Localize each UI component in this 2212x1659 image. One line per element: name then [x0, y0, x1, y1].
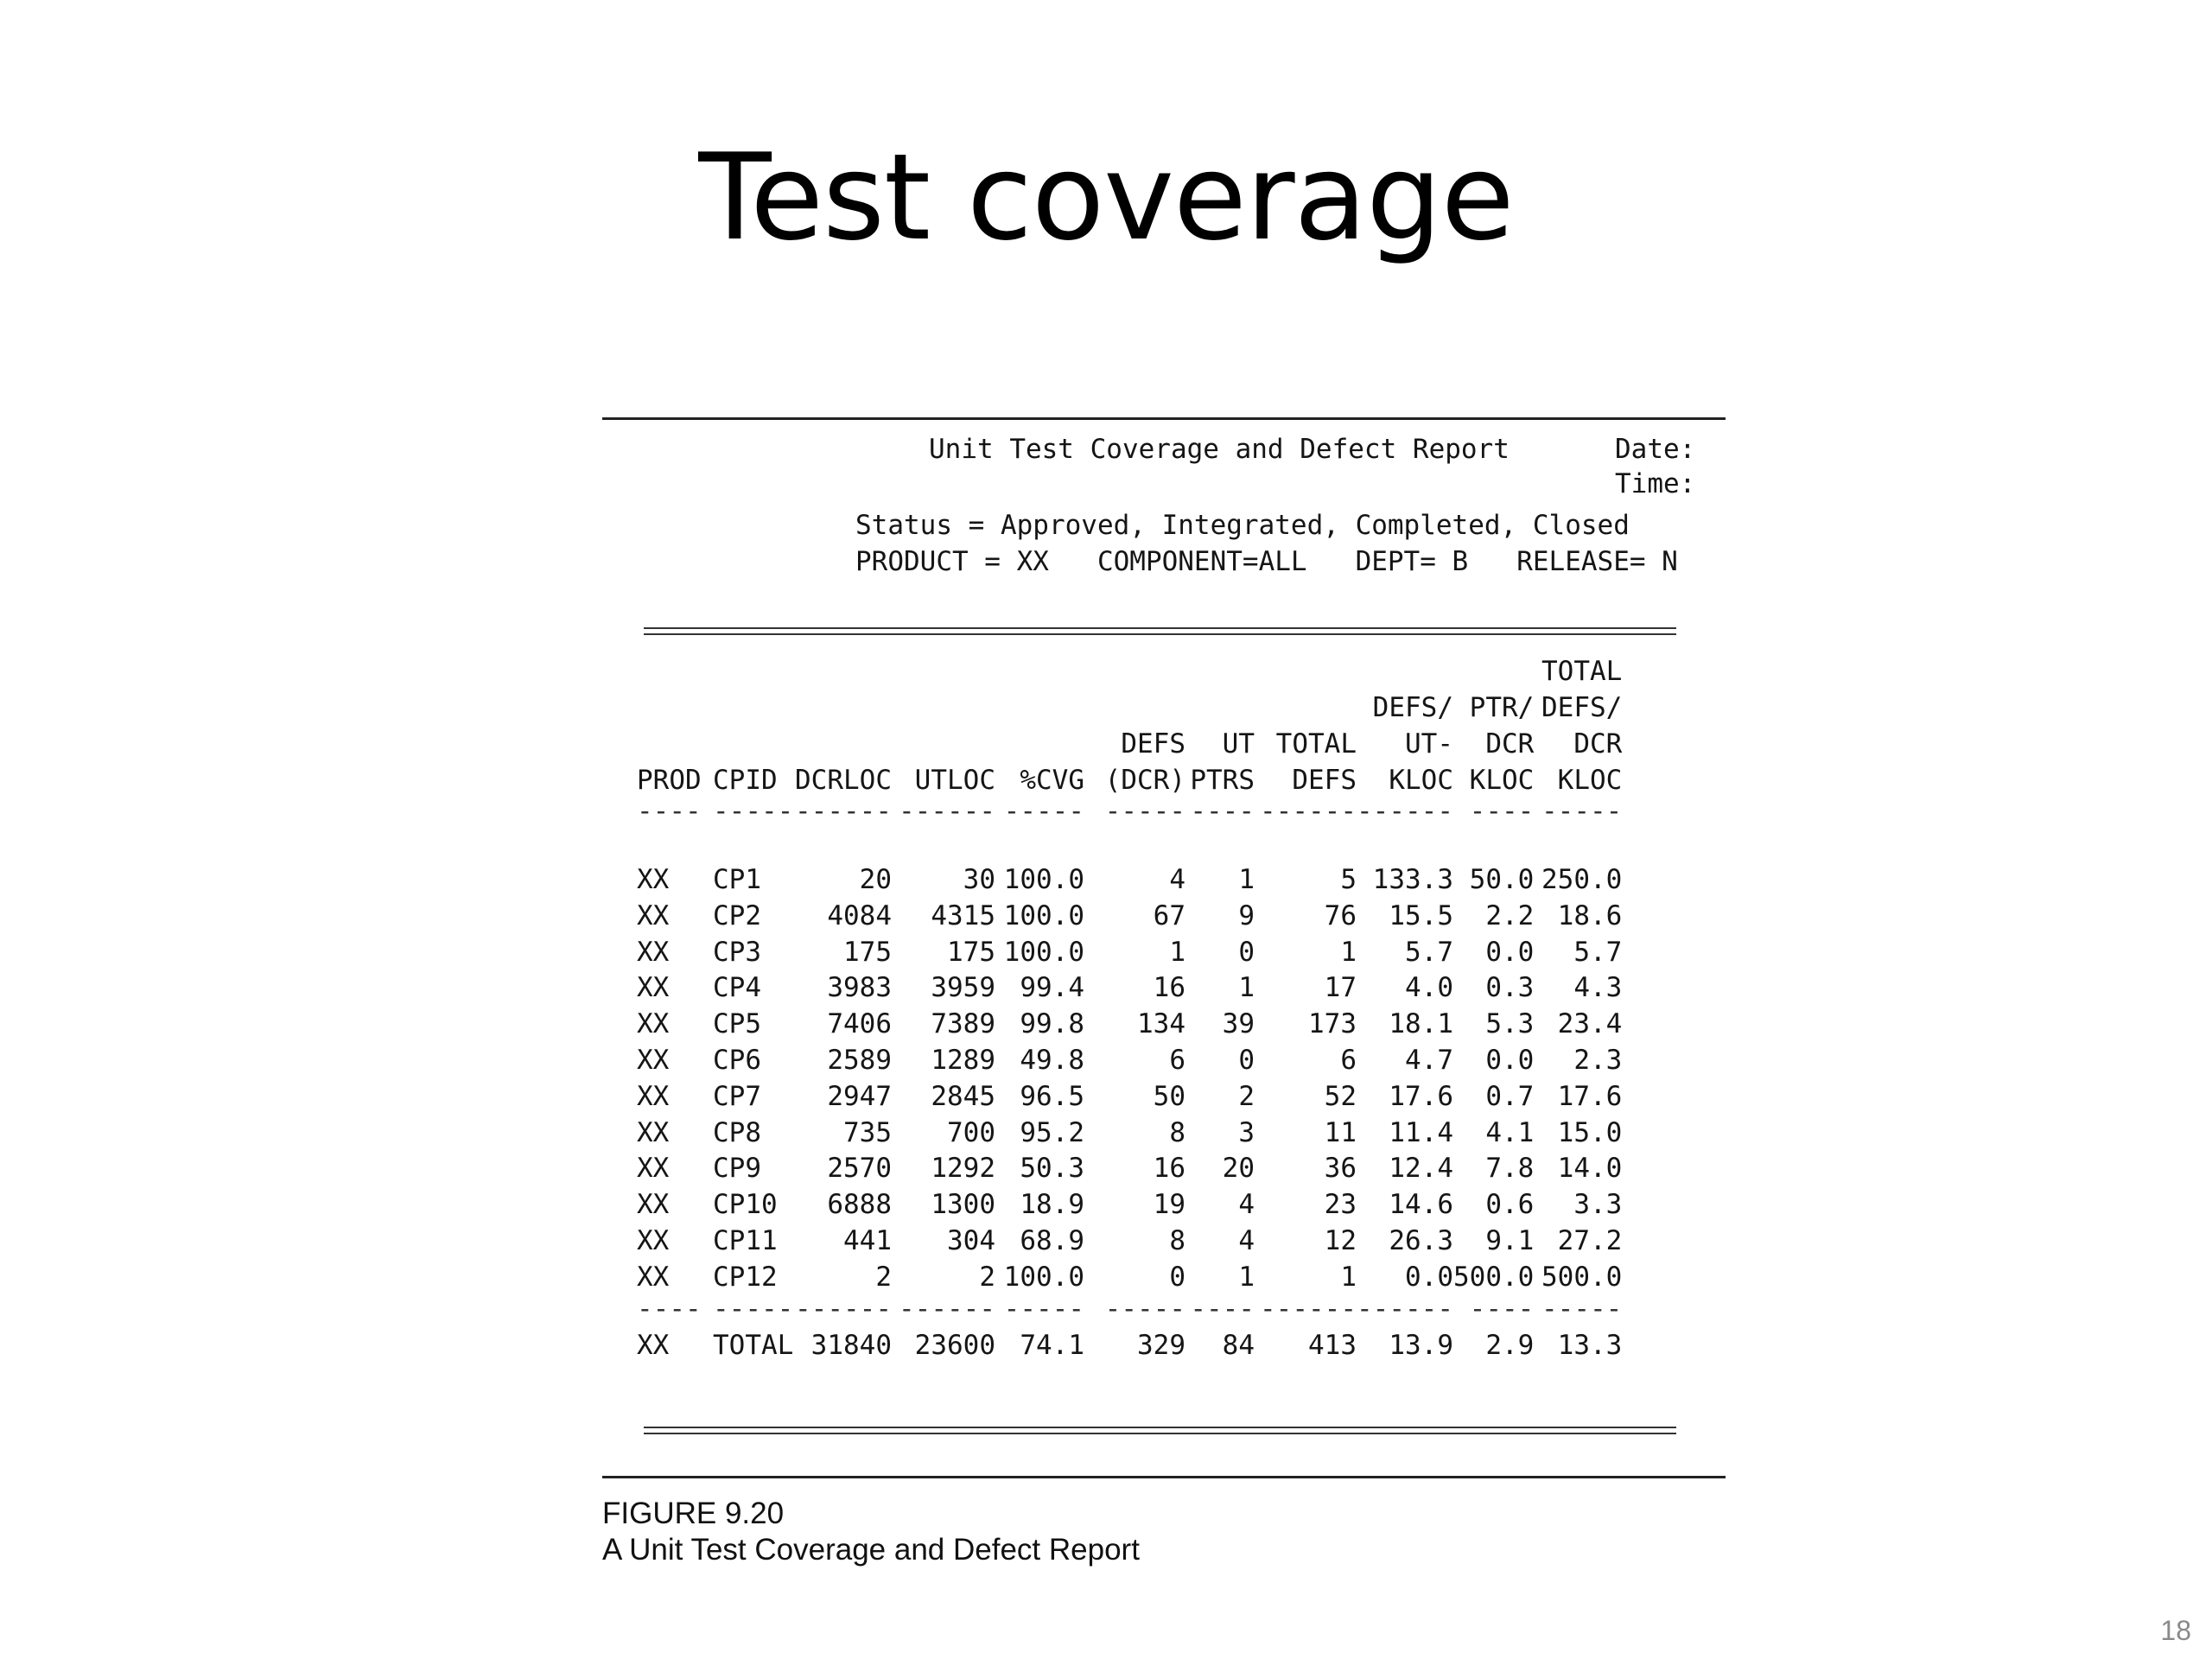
table-cell: XX: [637, 1224, 670, 1256]
date-label: Date:: [1615, 434, 1696, 465]
table-cell: XX: [637, 936, 670, 968]
table-cell: 1: [1340, 936, 1357, 968]
dash-cell: -----: [713, 796, 794, 827]
table-cell: 0.0: [1485, 936, 1535, 968]
dash-cell: ----: [1469, 796, 1535, 827]
total-cell: XX: [637, 1329, 670, 1361]
dash-cell: ------: [1357, 796, 1453, 827]
table-cell: 99.4: [1020, 972, 1084, 1004]
table-cell: XX: [637, 864, 670, 895]
header-defs-ut-kloc: DEFS/ UT- KLOC: [1372, 692, 1453, 796]
table-cell: XX: [637, 899, 670, 931]
table-cell: 173: [1308, 1008, 1357, 1040]
table-cell: 50: [1153, 1080, 1185, 1112]
table-cell: 0: [1169, 1261, 1185, 1293]
figure-caption: A Unit Test Coverage and Defect Report: [602, 1533, 1140, 1567]
figure-label: FIGURE 9.20: [602, 1497, 785, 1530]
table-cell: 39: [1222, 1008, 1255, 1040]
dash-cell: ------: [899, 796, 995, 827]
header-ptr-dcr-kloc: PTR/ DCR KLOC: [1469, 692, 1535, 796]
double-rule-top: [644, 627, 1676, 635]
table-cell: 0.0: [1405, 1261, 1453, 1293]
table-cell: 18.6: [1557, 899, 1623, 931]
table-cell: 4: [1238, 1189, 1255, 1221]
dash-cell: -----: [1003, 1293, 1084, 1325]
report-body: [637, 798, 1622, 1369]
dash-cell: ------: [1260, 1293, 1357, 1325]
time-label: Time:: [1615, 468, 1696, 499]
table-cell: 15.0: [1557, 1116, 1623, 1148]
table-cell: 2845: [931, 1080, 995, 1112]
table-cell: 735: [843, 1116, 892, 1148]
table-cell: 4: [1238, 1224, 1255, 1256]
table-row: [637, 970, 1622, 1007]
table-cell: 4: [1169, 864, 1185, 895]
dash-cell: ----: [1469, 1293, 1535, 1325]
total-cell: 13.3: [1557, 1329, 1623, 1361]
table-cell: XX: [637, 1153, 670, 1185]
table-cell: 2.2: [1485, 899, 1535, 931]
table-cell: 95.2: [1020, 1116, 1084, 1148]
dash-cell: ----: [637, 1293, 702, 1325]
table-cell: 5.7: [1405, 936, 1453, 968]
table-cell: 4.3: [1573, 972, 1623, 1004]
report-title: Unit Test Coverage and Defect Report: [929, 434, 1510, 465]
table-cell: 7389: [931, 1008, 995, 1040]
table-cell: 5.7: [1573, 936, 1623, 968]
table-cell: 5.3: [1485, 1008, 1535, 1040]
table-cell: 175: [947, 936, 995, 968]
table-row: [637, 862, 1622, 899]
table-cell: 2947: [827, 1080, 892, 1112]
header-cvg: %CVG: [1020, 765, 1084, 796]
figure-top-rule: [602, 417, 1726, 420]
table-cell: CP5: [713, 1008, 761, 1040]
table-cell: 26.3: [1389, 1224, 1453, 1256]
table-cell: 1292: [931, 1153, 995, 1185]
table-cell: 500.0: [1541, 1261, 1623, 1293]
table-cell: 12: [1324, 1224, 1357, 1256]
dash-cell: ----: [1190, 796, 1255, 827]
table-cell: 134: [1137, 1008, 1185, 1040]
table-cell: 68.9: [1020, 1224, 1084, 1256]
table-cell: 15.5: [1389, 899, 1453, 931]
table-cell: 1: [1238, 972, 1255, 1004]
table-cell: 304: [947, 1224, 995, 1256]
table-cell: XX: [637, 1116, 670, 1148]
table-cell: XX: [637, 1189, 670, 1221]
table-cell: 17.6: [1389, 1080, 1453, 1112]
dash-cell: -----: [1541, 796, 1623, 827]
table-cell: 0: [1238, 936, 1255, 968]
table-cell: 11.4: [1389, 1116, 1453, 1148]
spacer-cell: [637, 824, 1622, 862]
table-cell: 2589: [827, 1044, 892, 1076]
table-cell: 8: [1169, 1116, 1185, 1148]
table-cell: 20: [1222, 1153, 1255, 1185]
table-cell: 18.1: [1389, 1008, 1453, 1040]
table-cell: 4315: [931, 899, 995, 931]
table-row: [637, 899, 1622, 935]
table-cell: 17: [1324, 972, 1357, 1004]
table-cell: 1: [1169, 936, 1185, 968]
spacer-row: [637, 824, 1622, 862]
total-cell: 74.1: [1020, 1329, 1084, 1361]
table-cell: 0.6: [1485, 1189, 1535, 1221]
table-cell: 50.3: [1020, 1153, 1084, 1185]
report-table: [637, 653, 1622, 1369]
table-cell: 8: [1169, 1224, 1185, 1256]
page-number: 18: [2160, 1615, 2191, 1646]
table-cell: 52: [1324, 1080, 1357, 1112]
table-cell: 133.3: [1372, 864, 1453, 895]
total-cell: 413: [1308, 1329, 1357, 1361]
total-dash-row: [637, 1296, 1622, 1322]
total-cell: 31840: [810, 1329, 892, 1361]
table-cell: 76: [1324, 899, 1357, 931]
table-cell: 49.8: [1020, 1044, 1084, 1076]
table-cell: 2570: [827, 1153, 892, 1185]
table-row: [637, 1151, 1622, 1187]
table-cell: 6888: [827, 1189, 892, 1221]
double-rule-bottom: [644, 1427, 1676, 1434]
table-cell: CP2: [713, 899, 761, 931]
table-cell: 36: [1324, 1153, 1357, 1185]
table-cell: 19: [1153, 1189, 1185, 1221]
table-cell: 4.0: [1405, 972, 1453, 1004]
table-cell: 9: [1238, 899, 1255, 931]
header-prod: PROD: [637, 765, 702, 796]
total-cell: 23600: [914, 1329, 995, 1361]
table-cell: 3959: [931, 972, 995, 1004]
dash-cell: -----: [713, 1293, 794, 1325]
table-cell: XX: [637, 1008, 670, 1040]
table-cell: 23: [1324, 1189, 1357, 1221]
dash-cell: ------: [795, 1293, 892, 1325]
dash-cell: -----: [1003, 796, 1084, 827]
table-cell: 16: [1153, 1153, 1185, 1185]
table-cell: 175: [843, 936, 892, 968]
table-cell: 96.5: [1020, 1080, 1084, 1112]
table-cell: 4.7: [1405, 1044, 1453, 1076]
table-cell: 6: [1340, 1044, 1357, 1076]
report-figure: [602, 417, 1726, 1575]
table-cell: CP9: [713, 1153, 761, 1185]
table-cell: 17.6: [1557, 1080, 1623, 1112]
table-row: [637, 1007, 1622, 1043]
table-cell: 27.2: [1557, 1224, 1623, 1256]
slide-title: Test coverage: [698, 128, 1514, 267]
table-cell: CP1: [713, 864, 761, 895]
table-cell: 700: [947, 1116, 995, 1148]
table-cell: 1: [1238, 1261, 1255, 1293]
table-cell: 3: [1238, 1116, 1255, 1148]
table-row: [637, 1079, 1622, 1116]
dash-cell: ------: [899, 1293, 995, 1325]
table-cell: XX: [637, 1044, 670, 1076]
table-cell: XX: [637, 1080, 670, 1112]
table-cell: 5: [1340, 864, 1357, 895]
table-cell: 6: [1169, 1044, 1185, 1076]
table-cell: CP10: [713, 1189, 778, 1221]
dash-cell: ----: [637, 796, 702, 827]
table-cell: 500.0: [1453, 1261, 1535, 1293]
table-cell: 14.6: [1389, 1189, 1453, 1221]
table-cell: 100.0: [1003, 1261, 1084, 1293]
table-cell: XX: [637, 972, 670, 1004]
table-cell: 16: [1153, 972, 1185, 1004]
total-cell: 84: [1222, 1329, 1255, 1361]
header-cpid: CPID: [713, 765, 778, 796]
table-cell: 1289: [931, 1044, 995, 1076]
table-cell: 99.8: [1020, 1008, 1084, 1040]
total-row: [637, 1322, 1622, 1369]
header-defs-dcr: DEFS (DCR): [1104, 728, 1185, 796]
table-cell: CP8: [713, 1116, 761, 1148]
table-cell: 20: [859, 864, 892, 895]
header-row: [637, 653, 1622, 798]
table-cell: CP6: [713, 1044, 761, 1076]
table-cell: 100.0: [1003, 899, 1084, 931]
table-cell: 1: [1340, 1261, 1357, 1293]
table-cell: 2: [1238, 1080, 1255, 1112]
dash-cell: ------: [1357, 1293, 1453, 1325]
table-cell: 23.4: [1557, 1008, 1623, 1040]
table-cell: 1: [1238, 864, 1255, 895]
table-cell: 3983: [827, 972, 892, 1004]
table-cell: 11: [1324, 1116, 1357, 1148]
table-cell: 14.0: [1557, 1153, 1623, 1185]
table-cell: 18.9: [1020, 1189, 1084, 1221]
table-row: [637, 1260, 1622, 1296]
table-cell: 250.0: [1541, 864, 1623, 895]
dash-cell: -----: [1541, 1293, 1623, 1325]
table-row: [637, 1043, 1622, 1079]
total-cell: 329: [1137, 1329, 1185, 1361]
header-total-defs-dcr-kloc: TOTAL DEFS/ DCR KLOC: [1541, 656, 1623, 796]
table-cell: 0.7: [1485, 1080, 1535, 1112]
dash-cell: -----: [1104, 796, 1185, 827]
total-cell: 2.9: [1485, 1329, 1535, 1361]
table-row: [637, 935, 1622, 971]
table-cell: CP7: [713, 1080, 761, 1112]
table-cell: 0.3: [1485, 972, 1535, 1004]
table-cell: XX: [637, 1261, 670, 1293]
table-row: [637, 1116, 1622, 1152]
table-cell: 3.3: [1573, 1189, 1623, 1221]
table-cell: 100.0: [1003, 936, 1084, 968]
table-cell: 0.0: [1485, 1044, 1535, 1076]
product-line: PRODUCT = XX COMPONENT=ALL DEPT= B RELEASE= N: [855, 546, 1678, 577]
table-cell: 0: [1238, 1044, 1255, 1076]
header-total-defs: TOTAL DEFS: [1275, 728, 1357, 796]
dash-cell: ----: [1190, 1293, 1255, 1325]
table-row: [637, 1187, 1622, 1224]
header-ut-ptrs: UT PTRS: [1190, 728, 1255, 796]
header-utloc: UTLOC: [914, 765, 995, 796]
table-cell: CP12: [713, 1261, 778, 1293]
table-cell: 100.0: [1003, 864, 1084, 895]
table-cell: 9.1: [1485, 1224, 1535, 1256]
table-cell: 30: [963, 864, 995, 895]
table-cell: CP4: [713, 972, 761, 1004]
table-cell: 2.3: [1573, 1044, 1623, 1076]
dash-cell: ------: [795, 796, 892, 827]
table-cell: 67: [1153, 899, 1185, 931]
dash-cell: ------: [1260, 796, 1357, 827]
table-cell: 7.8: [1485, 1153, 1535, 1185]
total-cell: TOTAL: [713, 1329, 794, 1361]
total-cell: 13.9: [1389, 1329, 1453, 1361]
table-cell: 4.1: [1485, 1116, 1535, 1148]
table-cell: 2: [979, 1261, 995, 1293]
table-cell: 441: [843, 1224, 892, 1256]
dash-cell: -----: [1104, 1293, 1185, 1325]
status-line: Status = Approved, Integrated, Completed, Closed: [855, 510, 1630, 541]
table-row: [637, 1224, 1622, 1260]
table-cell: CP11: [713, 1224, 778, 1256]
table-cell: 12.4: [1389, 1153, 1453, 1185]
table-cell: 2: [875, 1261, 892, 1293]
header-dash-row: [637, 798, 1622, 824]
table-cell: 4084: [827, 899, 892, 931]
table-cell: 50.0: [1469, 864, 1535, 895]
table-cell: CP3: [713, 936, 761, 968]
figure-bottom-rule: [602, 1476, 1726, 1478]
header-dcrloc: DCRLOC: [795, 765, 892, 796]
table-cell: 1300: [931, 1189, 995, 1221]
table-cell: 7406: [827, 1008, 892, 1040]
